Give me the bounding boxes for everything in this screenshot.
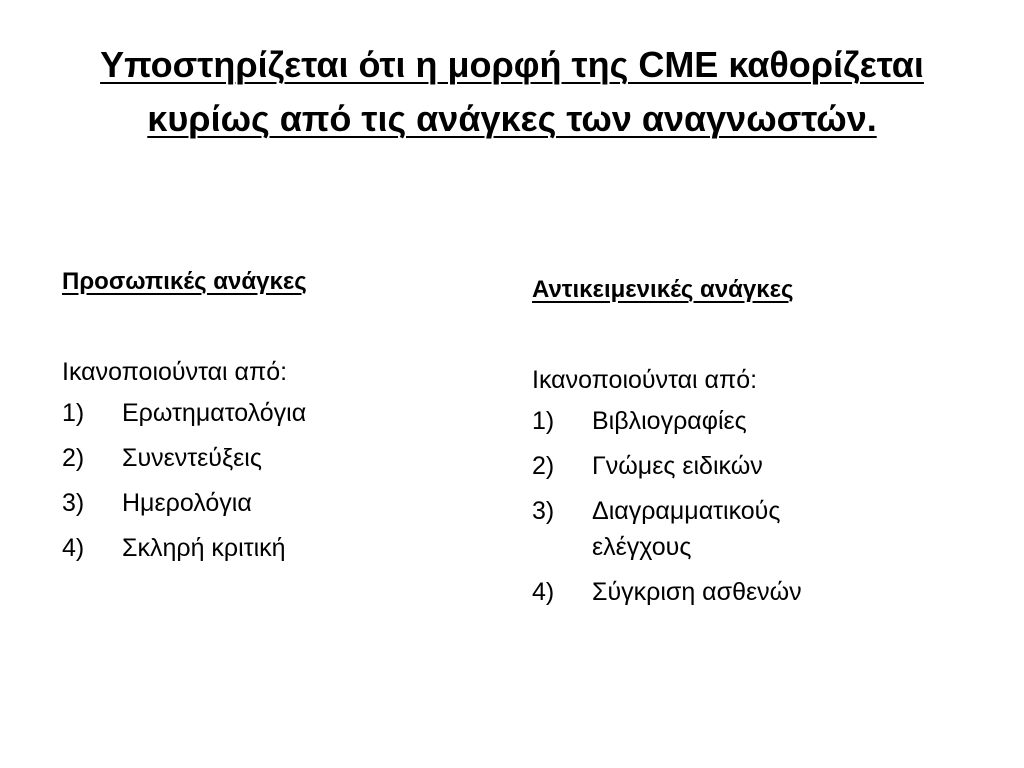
list-item-number: 2) <box>532 452 555 480</box>
list-item <box>62 530 482 566</box>
list-item <box>532 448 952 484</box>
list-item <box>62 395 482 431</box>
list-item <box>532 574 952 610</box>
list-item-text: Σύγκριση ασθενών <box>592 578 802 606</box>
list-item-number: 3) <box>62 489 85 517</box>
left-column-list <box>62 395 482 566</box>
list-item-text: Συνεντεύξεις <box>122 444 262 472</box>
left-column <box>62 262 482 575</box>
list-item-text: Διαγραμματικούς ελέγχους <box>592 497 781 561</box>
left-column-intro: Ικανοποιούνται από: <box>62 358 288 386</box>
list-item <box>532 493 952 565</box>
right-column-heading: Αντικειμενικές ανάγκες <box>532 276 794 303</box>
list-item-text: Σκληρή κριτική <box>122 534 286 562</box>
list-item-number: 4) <box>62 534 85 562</box>
list-item-text: Ερωτηματολόγια <box>122 399 307 427</box>
list-item-number: 1) <box>62 399 85 427</box>
list-item-number: 3) <box>532 497 555 525</box>
list-item-text: Ημερολόγια <box>122 489 252 517</box>
list-item-number: 2) <box>62 444 85 472</box>
list-item-number: 1) <box>532 407 555 435</box>
right-column-list <box>532 403 952 610</box>
slide-title: Υποστηρίζεται ότι η μορφή της CME καθορίζεται κυρίως από τις ανάγκες των αναγνωστών. <box>100 44 924 139</box>
list-item <box>62 485 482 521</box>
left-column-heading: Προσωπικές ανάγκες <box>62 268 307 295</box>
list-item-number: 4) <box>532 578 555 606</box>
list-item <box>532 403 952 439</box>
right-column <box>532 270 952 619</box>
right-column-intro: Ικανοποιούνται από: <box>532 366 758 394</box>
list-item-text: Γνώμες ειδικών <box>592 452 763 480</box>
list-item <box>62 440 482 476</box>
list-item-text: Βιβλιογραφίες <box>592 407 747 435</box>
